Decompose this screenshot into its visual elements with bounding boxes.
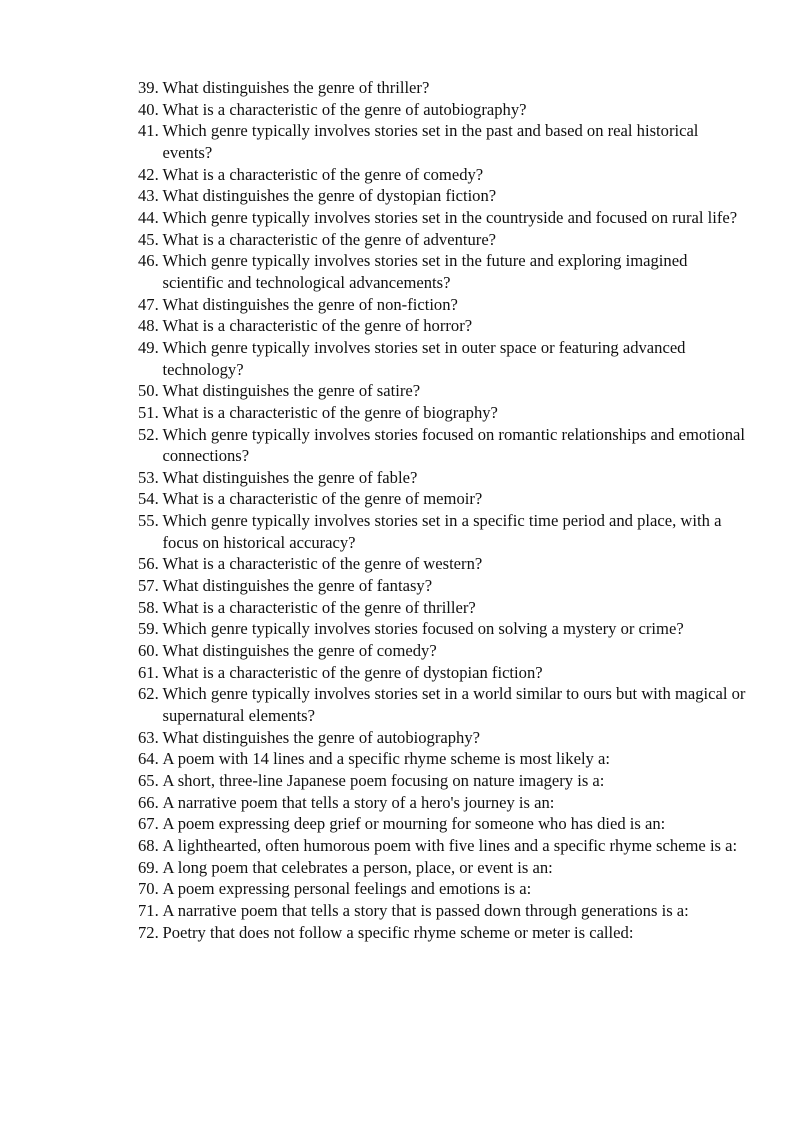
- question-number: 57.: [138, 576, 159, 596]
- question-text: What is a characteristic of the genre of dystopian fiction?: [162, 662, 543, 682]
- question-number: 58.: [138, 597, 159, 617]
- question-number: 59.: [138, 619, 159, 639]
- question-item: [138, 402, 748, 424]
- question-text: Which genre typically involves stories focused on solving a mystery or crime?: [162, 619, 684, 639]
- question-item: [138, 488, 748, 510]
- question-number: 52.: [138, 424, 159, 444]
- question-text: What distinguishes the genre of non-fiction?: [162, 294, 458, 314]
- question-number: 50.: [138, 381, 159, 401]
- question-number: 48.: [138, 316, 159, 336]
- question-number: 44.: [138, 207, 159, 227]
- question-text: Which genre typically involves stories set in a specific time period and place, with a focus on historical accuracy?: [162, 511, 722, 552]
- question-text: Which genre typically involves stories set in a world similar to ours but with magical or supernatural elements?: [162, 684, 746, 726]
- question-text: What is a characteristic of the genre of adventure?: [162, 229, 497, 249]
- question-item: [138, 99, 748, 121]
- question-item: [138, 857, 748, 879]
- question-number: 67.: [138, 814, 159, 834]
- question-item: [138, 727, 748, 749]
- question-text: Which genre typically involves stories focused on romantic relationships and emotional connections?: [162, 424, 745, 466]
- question-number: 55.: [138, 511, 159, 531]
- question-number: 53.: [138, 467, 159, 487]
- question-text: What distinguishes the genre of thriller?: [162, 78, 430, 97]
- question-item: [138, 424, 748, 467]
- question-number: 63.: [138, 727, 159, 747]
- question-number: 60.: [138, 641, 159, 661]
- question-number: 72.: [138, 922, 159, 942]
- question-item: [138, 878, 748, 900]
- question-item: [138, 683, 748, 726]
- question-number: 41.: [138, 121, 159, 141]
- question-item: [138, 229, 748, 251]
- question-item: [138, 813, 748, 835]
- question-text: What is a characteristic of the genre of horror?: [162, 316, 473, 336]
- question-number: 47.: [138, 294, 159, 314]
- question-text: A narrative poem that tells a story that is passed down through generations is a:: [162, 900, 689, 920]
- question-item: [138, 900, 748, 922]
- question-text: A lighthearted, often humorous poem with five lines and a specific rhyme scheme is a:: [162, 835, 738, 855]
- question-item: [138, 792, 748, 814]
- question-number: 43.: [138, 186, 159, 206]
- question-text: What distinguishes the genre of comedy?: [162, 641, 437, 661]
- question-item: [138, 662, 748, 684]
- question-item: [138, 922, 748, 944]
- question-text: A poem expressing deep grief or mourning for someone who has died is an:: [162, 814, 666, 834]
- question-number: 51.: [138, 402, 159, 422]
- question-number: 62.: [138, 684, 159, 704]
- question-item: [138, 380, 748, 402]
- question-number: 45.: [138, 229, 159, 249]
- question-number: 71.: [138, 900, 159, 920]
- question-text: What is a characteristic of the genre of autobiography?: [162, 99, 527, 119]
- question-text: What distinguishes the genre of fantasy?: [162, 576, 433, 596]
- question-number: 56.: [138, 554, 159, 574]
- question-text: Poetry that does not follow a specific rhyme scheme or meter is called:: [162, 922, 634, 942]
- question-text: Which genre typically involves stories set in the past and based on real historical events?: [162, 121, 699, 162]
- question-text: What is a characteristic of the genre of comedy?: [162, 164, 484, 184]
- question-number: 68.: [138, 835, 159, 855]
- question-list: [138, 77, 748, 943]
- question-text: What is a characteristic of the genre of western?: [162, 554, 483, 574]
- question-item: [138, 575, 748, 597]
- question-item: [138, 207, 748, 229]
- question-text: Which genre typically involves stories set in outer space or featuring advanced technology?: [162, 337, 686, 379]
- question-number: 42.: [138, 164, 159, 184]
- question-text: What is a characteristic of the genre of biography?: [162, 402, 498, 422]
- question-text: A poem expressing personal feelings and emotions is a:: [162, 879, 532, 899]
- question-text: What distinguishes the genre of satire?: [162, 381, 421, 401]
- question-number: 61.: [138, 662, 159, 682]
- question-text: A long poem that celebrates a person, place, or event is an:: [162, 857, 553, 877]
- question-number: 64.: [138, 749, 159, 769]
- question-item: [138, 250, 748, 293]
- question-item: [138, 164, 748, 186]
- question-item: [138, 748, 748, 770]
- question-number: 65.: [138, 771, 159, 790]
- question-item: [138, 597, 748, 619]
- question-number: 49.: [138, 337, 159, 357]
- question-number: 46.: [138, 251, 159, 271]
- question-item: [138, 337, 748, 380]
- question-number: 70.: [138, 879, 159, 899]
- question-text: A narrative poem that tells a story of a hero's journey is an:: [162, 792, 555, 812]
- question-text: What distinguishes the genre of fable?: [162, 467, 418, 487]
- question-item: [138, 640, 748, 662]
- question-number: 66.: [138, 792, 159, 812]
- question-item: [138, 553, 748, 575]
- question-item: [138, 618, 748, 640]
- question-text: Which genre typically involves stories set in the future and exploring imagined scientific and technological advancements?: [162, 251, 688, 292]
- question-item: [138, 770, 748, 792]
- question-text: What distinguishes the genre of dystopian fiction?: [162, 186, 497, 206]
- question-text: Which genre typically involves stories set in the countryside and focused on rural life?: [162, 207, 738, 227]
- question-item: [138, 835, 748, 857]
- question-item: [138, 315, 748, 337]
- question-text: What is a characteristic of the genre of memoir?: [162, 489, 483, 509]
- question-number: 39.: [138, 78, 159, 97]
- question-text: What distinguishes the genre of autobiography?: [162, 727, 481, 747]
- question-number: 40.: [138, 99, 159, 119]
- question-item: [138, 185, 748, 207]
- question-item: [138, 294, 748, 316]
- question-text: A short, three-line Japanese poem focusing on nature imagery is a:: [162, 771, 605, 790]
- question-item: [138, 510, 748, 553]
- question-text: A poem with 14 lines and a specific rhyme scheme is most likely a:: [162, 749, 610, 769]
- question-item: [138, 120, 748, 163]
- question-number: 69.: [138, 857, 159, 877]
- question-item: [138, 467, 748, 489]
- question-number: 54.: [138, 489, 159, 509]
- question-item: [138, 77, 748, 99]
- question-text: What is a characteristic of the genre of thriller?: [162, 597, 476, 617]
